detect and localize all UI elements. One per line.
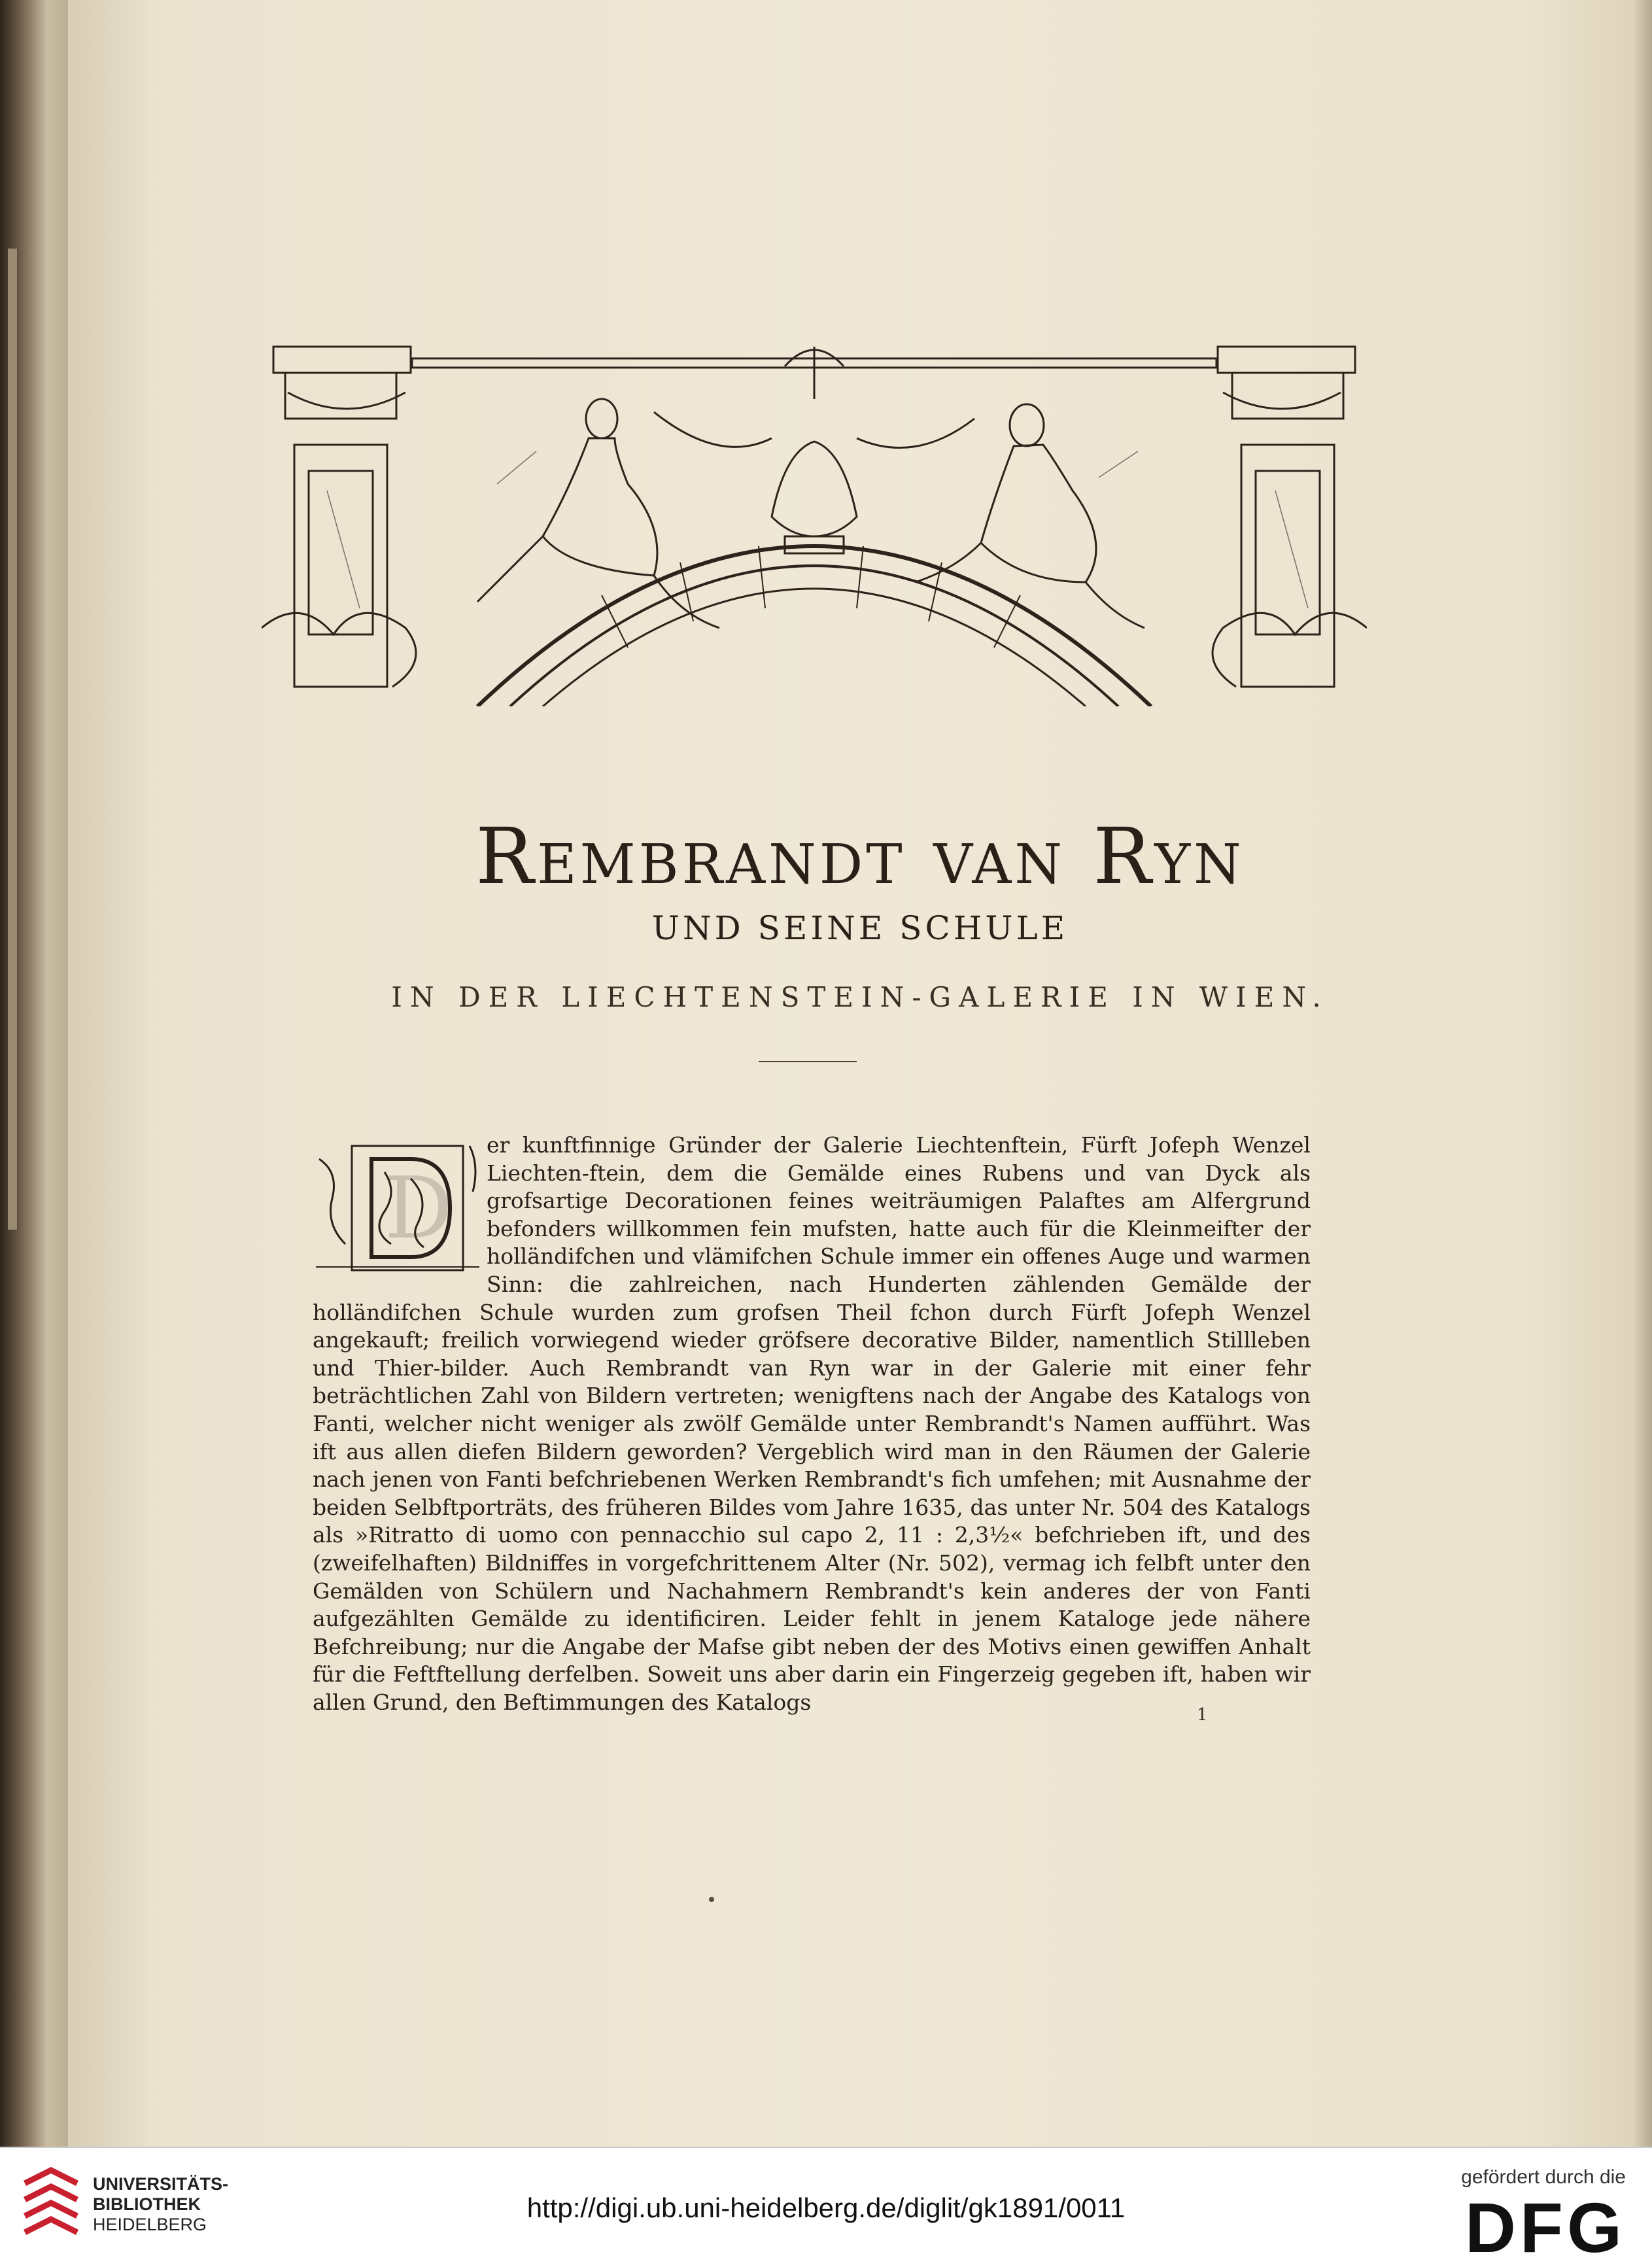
dfg-logo-icon[interactable]: DFG (1465, 2188, 1626, 2267)
page-subtitle: UND SEINE SCHULE (651, 909, 1069, 947)
body-text: er kunftfinnige Gründer der Galerie Liechtenftein, Fürft Jofeph Wenzel Liechten-ftein, dem die Gemälde eines Rubens und van Dyck als grofsartige Decorationen feines weiträumigen Palaftes am Alfergrund befonders willkommen fein mufsten, hatte auch für die Kleinmeifter der holländifchen und vlämifchen Schule immer ein offenes Auge und warmen Sinn: die zahlreichen, nach Hunderten zählenden Gemälde der holländifchen Schule wurden zum grofsen Theil fchon durch Fürft Jofeph Wenzel angekauft; freilich vorwiegend wieder gröfsere decorative Bilder, namentlich Stillleben und Thier-bilder. Auch Rembrandt van Ryn war in der Galerie mit einer fehr beträchtlichen Zahl von Bildern vertreten; wenigftens nach der Angabe des Katalogs von Fanti, welcher nicht weniger als zwölf Gemälde unter Rembrandt's Namen aufführt. Was ift aus allen diefen Bildern geworden? Vergeblich wird man in den Räumen der Galerie nach jenen von Fanti befchriebenen Werken Rembrandt's fich umfehen; mit Ausnahme der beiden Selbftporträts, des früheren Bildes vom Jahre 1635, das unter Nr. 504 des Katalogs als »Ritratto di uomo con pennacchio sul capo 2, 11 : 2,3½« befchrieben ift, und des (zweifelhaften) Bildniffes in vorgefchrittenem Alter (Nr. 502), vermag ich felbft unter den Gemälden von Schülern und Nachahmern Rembrandt's kein anderes der von Fanti aufgezählten Gemälde zu identificiren. Leider fehlt in jenem Kataloge jede nähere Befchreibung; nur die Angabe der Mafse gibt neben der des Motivs einen gewiffen Anhalt für die Feftftellung derfelben. Soweit uns aber darin ein Fingerzeig gegeben ift, haben wir allen Grund, den Beftimmungen des Katalogs (313, 1132, 1311, 1715)
library-name[interactable]: UNIVERSITÄTS- BIBLIOTHEK HEIDELBERG (93, 2174, 229, 2234)
funded-by-label: gefördert durch die (1461, 2166, 1626, 2188)
permalink-url[interactable]: http://digi.ub.uni-heidelberg.de/diglit/gk1891/0011 (526, 2192, 1126, 2223)
ornamental-initial-d-icon (313, 1133, 483, 1283)
book-binding-edge (0, 0, 78, 2147)
page-number: 1 (1197, 1705, 1208, 1725)
headpiece-illustration-icon (262, 320, 1367, 706)
footer-bar (0, 2147, 1652, 2267)
page-title: Rembrandt van Ryn (475, 811, 1245, 901)
paper-speck (709, 1897, 714, 1902)
svg-text:D: D (385, 1158, 453, 1258)
body-paragraph (313, 1132, 1311, 1715)
title-divider (759, 1061, 857, 1062)
page-location-line: IN DER LIECHTENSTEIN-GALERIE IN WIEN. (391, 981, 1329, 1013)
